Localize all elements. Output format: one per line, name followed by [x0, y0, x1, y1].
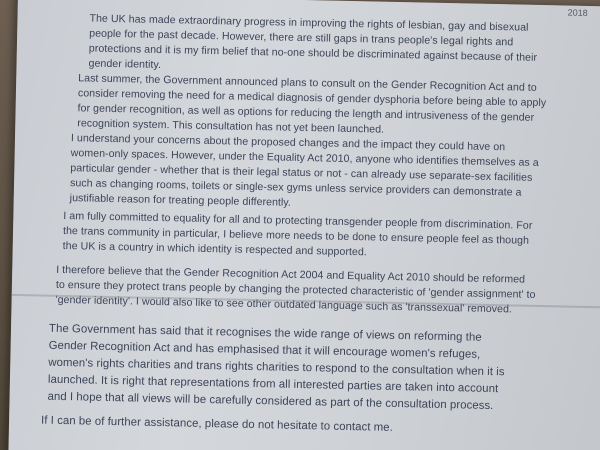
paragraph-4: I am fully committed to equality for all and to protecting transgender people from discrimination. For the trans community in particular, I believe more needs to be done to ensure people feel as though the UK is a country in which identity is respected and supported.: [62, 209, 533, 259]
paragraph-1: The UK has made extraordinary progress in improving the rights of lesbian, gay and bisexual people for the past decade. However, there are still gaps in trans people's legal rights and protections and it is my firm belief that no-one should be discriminated against because of their gender identity.: [88, 12, 538, 72]
paragraph-5: I therefore believe that the Gender Recognition Act 2004 and Equality Act 2010 should be reformed to ensure they protect trans people by changing the protected characteristic of 'gender assignment' to 'gender identity'. I would also like to see other outdated language such as 'transsexual' removed.: [55, 263, 536, 316]
header-date-fragment: 2018: [567, 7, 588, 18]
letter-page: [8, 0, 600, 450]
paragraph-2: Last summer, the Government announced plans to consult on the Gender Recognition Act and to consider removing the need for a medical diagnosis of gender dysphoria before being able to apply for gender recognition, as well as options for reducing the length and intrusiveness of the gender recognition system. This consultation has not yet been launched.: [77, 72, 547, 136]
paragraph-6: The Government has said that it recognises the wide range of views on reforming the Gender Recognition Act and has emphasised that it will encourage women's refuges, women's rights charities and trans rights charities to respond to the consultation when it is launched. It is right that representations from all interested parties are taken into account and I hope that all views will be carefully considered as part of the consultation process.: [47, 322, 505, 413]
closing-paragraph: If I can be of further assistance, please do not hesitate to contact me.: [40, 414, 393, 434]
paragraph-3: I understand your concerns about the proposed changes and the impact they could have on women-only spaces. However, under the Equality Act 2010, anyone who identifies themselves as a particular gender - whether that is their legal status or not - can already use separate-sex facilities such as changing rooms, toilets or single-sex gyms unless service providers can demonstrate a justifiable reason for treating people differently.: [69, 132, 539, 209]
